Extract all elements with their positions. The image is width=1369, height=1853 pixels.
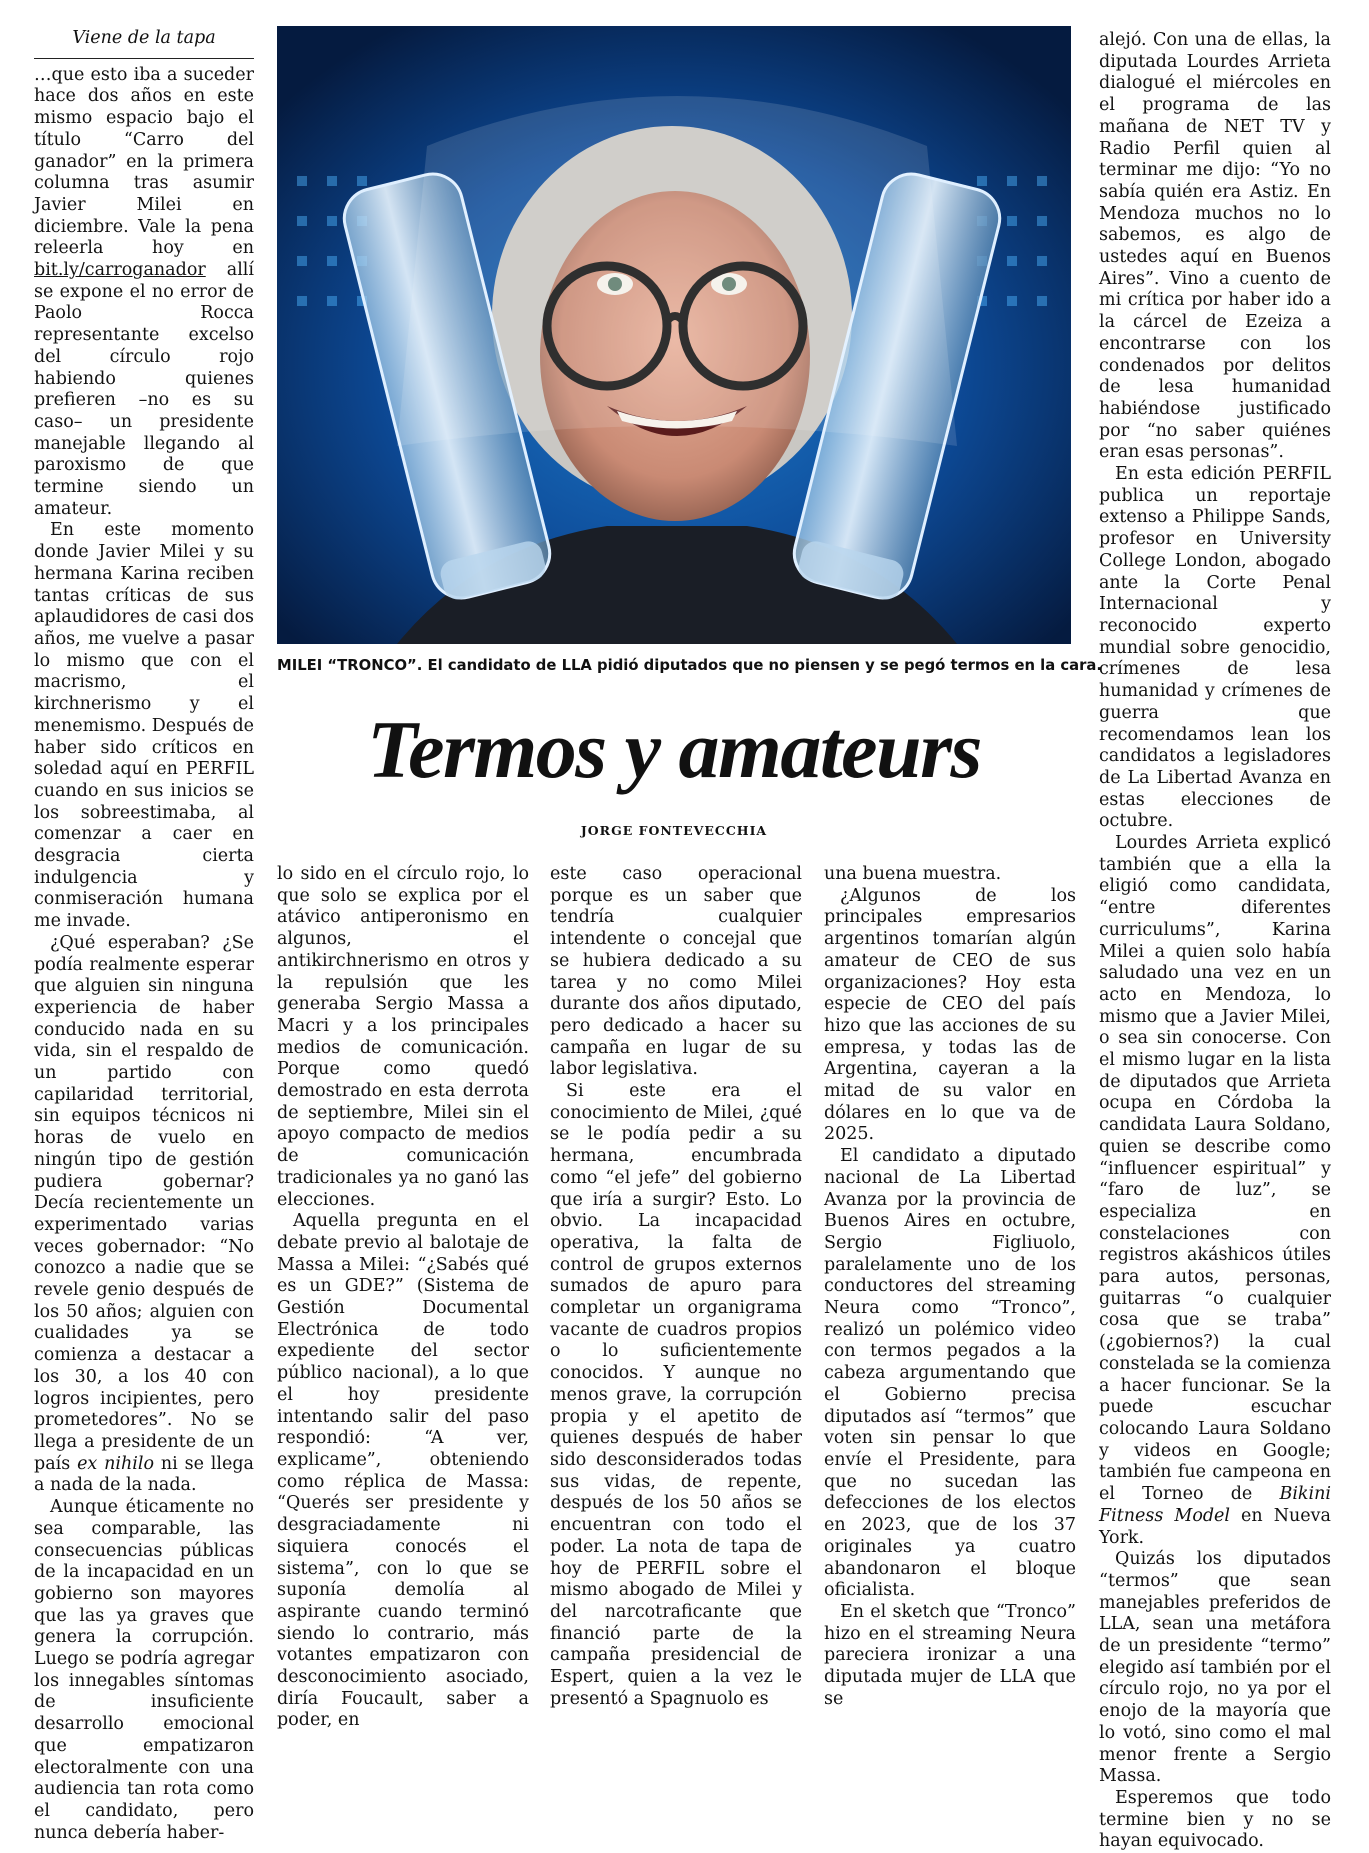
paragraph: ¿Algunos de los principales empresarios argentinos tomarían algún amateur de CEO de sus organizaciones? Hoy esta especie de CEO del país hizo que las acciones de su empresa, y todas las de Argentina, cayeran a la mitad de su valor en dólares en lo que va de 2025.: [824, 885, 1076, 1145]
paragraph: En el sketch que “Tronco” hizo en el streaming Neura pareciera ironizar a una diputada mujer de LLA que se: [824, 1601, 1076, 1709]
paragraph: Esperemos que todo termine bien y no se hayan equivocado.: [1099, 1787, 1331, 1852]
short-link[interactable]: bit.ly/carroganador: [34, 260, 206, 281]
byline: JORGE FONTEVECCHIA: [580, 823, 768, 838]
paragraph: Aquella pregunta en el debate previo al balotaje de Massa a Milei: “¿Sabés qué es un GDE?” (Sistema de Gestión Documental Electrónica de todo expediente del sector público nacional), a lo que el hoy presidente intentando salir del paso respondió: “A ver, explicame”, obteniendo como réplica de Massa: “Querés ser presidente y desgraciadamente ni siquiera conocés el sistema”, con lo que se suponía demolía al aspirante cuando terminó siendo lo contrario, más votantes empatizaron con desconocimiento asociado, diría Foucault, saber a poder, en: [277, 1211, 529, 1731]
paragraph: …que esto iba a suceder hace dos años en este mismo espacio bajo el título “Carro del ganador” en la primera columna tras asumir Javier Milei en diciembre. Vale la pena releerla hoy en bit.ly/carroganador allí se expone el no error de Paolo Rocca representante excelso del círculo rojo habiendo quienes prefieren –no es su caso– un presidente manejable llegando al paroxismo de que termine siendo un amateur.: [34, 64, 254, 519]
paragraph: alejó. Con una de ellas, la diputada Lourdes Arrieta dialogué el miércoles en el programa de las mañana de NET TV y Radio Perfil quien al terminar me dijo: “Yo no sabía quién era Astiz. En Mendoza muchos no lo sabemos, es algo de ustedes aquí en Buenos Aires”. Vino a cuento de mi crítica por haber ido a la cárcel de Ezeiza a encontrarse con los condenados por delitos de lesa humanidad habiéndose justificado por “no saber quiénes eran esas personas”.: [1099, 30, 1331, 463]
headline: Termos y amateurs: [367, 704, 981, 795]
paragraph: Quizás los diputados “termos” que sean manejables preferidos de LLA, sean una metáfora de un presidente “termo” elegido así también por el círculo rojo, no ya por el enojo de la mayoría que lo votó, sino como el mal menor frente a Sergio Massa.: [1099, 1549, 1331, 1787]
article-column-4: [824, 864, 1076, 1710]
paragraph: ¿Qué esperaban? ¿Se podía realmente esperar que alguien sin ninguna experiencia de haber conducido nada en su vida, sin el respaldo de un partido con capilaridad territorial, sin equipos técnicos ni horas de vuelo en ningún tipo de gestión pudiera gobernar? Decía recientemente un experimentado varias veces gobernador: “No conozco a nadie que se revele genio después de los 50 años; alguien con cualidades ya se comienza a destacar a los 30, a los 40 con logros incipientes, pero prometedores”. No se llega a presidente de un país ex nihilo ni se llega a nada de la nada.: [34, 932, 254, 1496]
paragraph: una buena muestra.: [824, 864, 1002, 884]
article-column-1: [34, 28, 254, 1844]
paragraph: lo sido en el círculo rojo, lo que solo se explica por el atávico antiperonismo en algunos, el antikirchnerismo en otros y la repulsión que les generaba Sergio Massa a Macri y a los principales medios de comunicación. Porque como quedó demostrado en esta derrota de septiembre, Milei sin el apoyo compacto de medios de comunicación tradicionales ya no ganó las elecciones.: [277, 864, 529, 1210]
paragraph: Lourdes Arrieta explicó también que a ella la eligió como candidata, “entre diferentes curriculums”, Karina Milei a quien solo había saludado una vez en un acto en Mendoza, lo mismo que a Javier Milei, o sea sin conocerse. Con el mismo lugar en la lista de diputados que Arrieta ocupa en Córdoba la candidata Laura Soldano, quien se describe como “influencer espiritual” y “faro de luz”, se especializa en constelaciones con registros akáshicos útiles para autos, personas, guitarras “o cualquier cosa que se traba” (¿gobiernos?) la cual constelada se la comienza a hacer funcionar. Se la puede escuchar colocando Laura Soldano y videos en Google; también fue campeona en el Torneo de Bikini Fitness Model en Nueva York.: [1099, 833, 1331, 1548]
paragraph: El candidato a diputado nacional de La Libertad Avanza por la provincia de Buenos Aires en octubre, Sergio Figliuolo, paralelamente uno de los conductores del streaming Neura como “Tronco”, realizó un polémico video con termos pegados a la cabeza argumentando que el Gobierno precisa diputados así “termos” que voten sin pensar lo que envíe el Presidente, para que no sucedan las defecciones de los electos en 2023, que de los 37 originales ya cuatro abandonaron el bloque oficialista.: [824, 1146, 1076, 1601]
paragraph: Aunque éticamente no sea comparable, las consecuencias públicas de la incapacidad en un gobierno son mayores que las ya graves que genera la corrupción. Luego se podría agregar los innegables síntomas de insuficiente desarrollo emocional que empatizaron electoralmente con una audiencia tan rota como el candidato, pero nunca debería haber-: [34, 1497, 254, 1843]
article-column-5: [1099, 30, 1331, 1853]
paragraph: En este momento donde Javier Milei y su hermana Karina reciben tantas críticas de sus aplaudidores de casi dos años, me vuelve a pasar lo mismo que con el macrismo, el kirchnerismo y el menemismo. Después de haber sido críticos en soledad aquí en PERFIL cuando en sus inicios se los sobreestimaba, al comenzar a caer en desgracia cierta indulgencia y conmiseración humana me invade.: [34, 520, 254, 932]
photo-man-with-thermoses-icon: [277, 26, 1071, 644]
paragraph: Si este era el conocimiento de Milei, ¿qué se le podía pedir a su hermana, encumbrada como “el jefe” del gobierno que iría a surgir? Esto. Lo obvio. La incapacidad operativa, la falta de control de grupos externos sumados de apuro para completar un organigrama vacante de cuadros propios o lo suficientemente conocidos. Y aunque no menos grave, la corrupción propia y el apetito de quienes después de haber sido desconsiderados todas sus vidas, de repente, después de los 50 años se encuentran con todo el poder. La nota de tapa de hoy de PERFIL sobre el mismo abogado de Milei y del narcotraficante que financió parte de la campaña presidencial de Espert, quien a la vez le presentó a Spagnuolo es: [550, 1081, 802, 1709]
article-column-2: [277, 864, 529, 1732]
paragraph: En esta edición PERFIL publica un reportaje extenso a Philippe Sands, profesor en University College London, abogado ante la Corte Penal Internacional y reconocido experto mundial sobre genocidio, crímenes de lesa humanidad y crímenes de guerra que recomendamos lean los candidatos a legisladores de La Libertad Avanza en estas elecciones de octubre.: [1099, 464, 1331, 832]
photo-caption: MILEI “TRONCO”. El candidato de LLA pidió diputados que no piensen y se pegó termos en la cara.: [277, 657, 1103, 674]
article-column-3: [550, 864, 802, 1710]
lead-photo: [277, 26, 1071, 644]
kicker: Viene de la tapa: [34, 28, 254, 59]
paragraph: este caso operacional porque es un saber que tendría cualquier intendente o concejal que se hubiera dedicado a su tarea y no como Milei durante dos años diputado, pero dedicado a hacer su campaña en lugar de su labor legislativa.: [550, 864, 802, 1080]
